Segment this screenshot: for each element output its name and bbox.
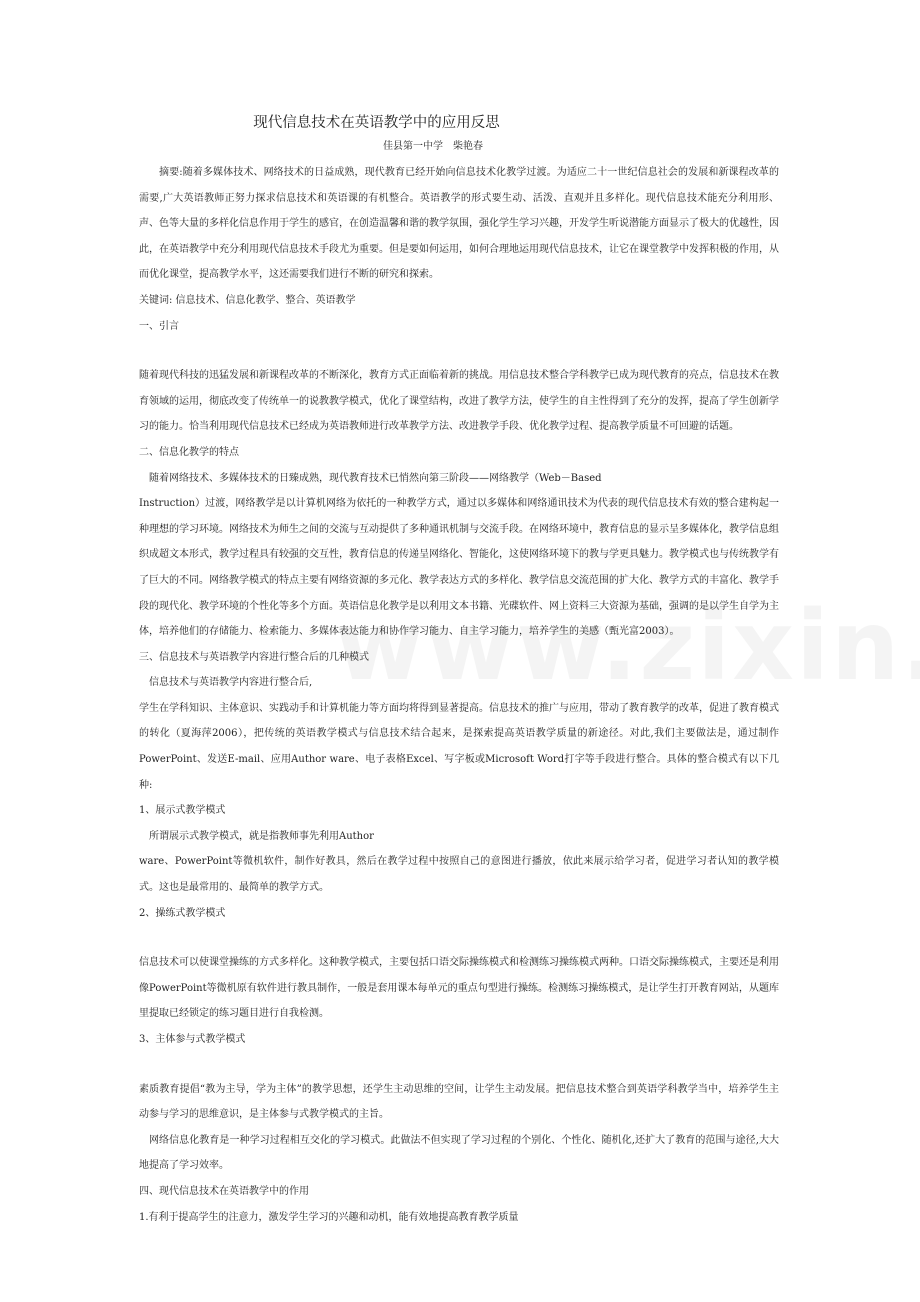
section-heading-3: 三、信息技术与英语教学内容进行整合后的几种模式 xyxy=(139,651,369,663)
paragraph-modes-lead: 信息技术与英语教学内容进行整合后, xyxy=(149,677,313,689)
paragraph-modes-body: 学生在学科知识、主体意识、实践动手和计算机能力等方面均将得到显著提高。信息技术的推广与应用，带动了教育教学的改革，促进了教育模式的转化（夏海萍2006），把传统的英语教学模式与信息技术结合起来，是探索提高英语教学质量的新途径。对此,我们主要做法是，通过制作PowerPoint、发送E-mail、应用Author ware、电子表格Excel、写字板或Microsoft Word打字等手段进行整合。具体的整合模式有以下几种: xyxy=(139,702,779,791)
paragraph-intro: 随着现代科技的迅猛发展和新课程改革的不断深化，教育方式正面临着新的挑战。用信息技术整合学科教学已成为现代教育的亮点，信息技术在教育领域的运用，彻底改变了传统单一的说教教学模式，优化了课堂结构，改进了教学方法，使学生的自主性得到了充分的发挥，提高了学生创新学习的能力。恰当利用现代信息技术已经成为英语教师进行改革教学方法、改进教学手段、优化教学过程、提高教学质量不可回避的话题。 xyxy=(139,370,779,433)
paragraph-features-body: Instruction）过渡，网络教学是以计算机网络为依托的一种教学方式，通过以多媒体和网络通讯技术为代表的现代信息技术有效的整合建构起一种理想的学习环境。网络技术为师生之间的交流与互动提供了多种通讯机制与交流手段。在网络环境中，教育信息的显示呈多媒体化，教学信息组织成超文本形式，教学过程具有较强的交互性，教育信息的传递呈网络化、智能化，这使网络环境下的教与学更具魅力。教学模式也与传统教学有了巨大的不同。网络教学模式的特点主要有网络资源的多元化、教学表达方式的多样化、教学信息交流范围的扩大化、教学方式的丰富化、教学手段的现代化、教学环境的个性化等多个方面。英语信息化教学是以利用文本书籍、光碟软件、网上资料三大资源为基础，强调的是以学生自学为主体，培养他们的存储能力、检索能力、多媒体表达能力和协作学习能力、自主学习能力，培养学生的美感（甄光富2003）。 xyxy=(139,498,779,638)
document-title: 现代信息技术在英语教学中的应用反思 xyxy=(253,115,500,131)
section-heading-2: 二、信息化教学的特点 xyxy=(139,446,239,458)
paragraph-practice: 信息技术可以使课堂操练的方式多样化。这种教学模式，主要包括口语交际操练模式和检测练习操练模式两种。口语交际操练模式，主要还是利用像PowerPoint等微机原有软件进行教具制作，一般是套用课本每单元的重点句型进行操练。检测练习操练模式，是让学生打开教育网站，从题库里提取已经锁定的练习题目进行自我检测。 xyxy=(139,957,779,1020)
section-heading-1: 一、引言 xyxy=(139,320,179,332)
paragraph-display-lead: 所谓展示式教学模式，就是指教师事先利用Author xyxy=(149,830,374,842)
subheading-participation-mode: 3、主体参与式教学模式 xyxy=(139,1034,246,1045)
keywords-line: 关键词: 信息技术、信息化教学、整合、英语教学 xyxy=(139,294,356,306)
document-author: 佳县第一中学 柴艳春 xyxy=(383,141,483,152)
subheading-display-mode: 1、展示式教学模式 xyxy=(139,805,226,817)
paragraph-features-lead: 随着网络技术、多媒体技术的日臻成熟，现代教育技术已悄然向第三阶段——网络教学（Web－Based xyxy=(149,472,602,484)
spacer xyxy=(139,1053,779,1077)
subheading-practice-mode: 2、操练式教学模式 xyxy=(139,907,226,919)
abstract-paragraph: 摘要:随着多媒体技术、网络技术的日益成熟，现代教育已经开始向信息技术化教学过渡。为适应二十一世纪信息社会的发展和新课程改革的需要,广大英语教师正努力探求信息技术和英语课的有机整合。英语教学的形式要生动、活泼、直观并且多样化。现代信息技术能充分利用形、声、色等大量的多样化信息作用于学生的感官，在创造温馨和谐的教学氛围，强化学生学习兴趣，开发学生听说潜能方面显示了极大的优越性，因此，在英语教学中充分利用现代信息技术手段尤为重要。但是要如何运用，如何合理地运用现代信息技术，让它在课堂教学中发挥积极的作用，从而优化课堂，提高教学水平，这还需要我们进行不断的研究和探索。 xyxy=(139,167,779,281)
paragraph-participation: 素质教育提倡“教为主导，学为主体”的教学思想，还学生主动思维的空间，让学生主动发展。把信息技术整合到英语学科教学当中，培养学生主动参与学习的思维意识，是主体参与式教学模式的主旨。 xyxy=(139,1083,779,1121)
paragraph-display-body: ware、PowerPoint等微机软件，制作好教具，然后在教学过程中按照自己的意图进行播放，依此来展示给学习者，促进学习者认知的教学模式。这也是最常用的、最简单的教学方式。 xyxy=(139,856,779,894)
paragraph-role-1: 1.有利于提高学生的注意力，激发学生学习的兴趣和动机，能有效地提高教育教学质量 xyxy=(139,1211,519,1223)
paragraph-network-education: 网络信息化教育是一种学习过程相互交化的学习模式。此做法不但实现了学习过程的个别化、个性化、随机化,还扩大了教育的范围与途径,大大地提高了学习效率。 xyxy=(139,1134,779,1172)
spacer xyxy=(139,926,779,950)
document-page xyxy=(139,112,779,1230)
section-heading-4: 四、现代信息技术在英语教学中的作用 xyxy=(139,1185,309,1197)
spacer xyxy=(139,339,779,363)
